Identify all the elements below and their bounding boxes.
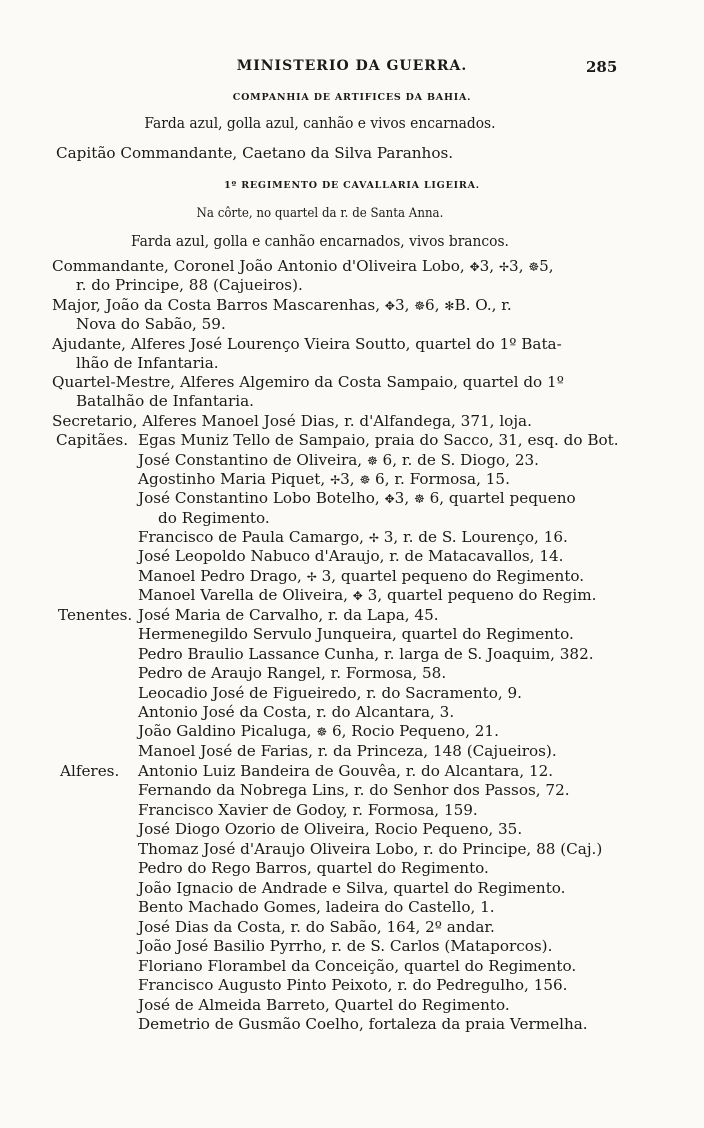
ajudante-line-2: lhão de Infantaria.: [76, 354, 219, 372]
order-mark-icon: ☸: [528, 260, 540, 274]
tenente-entry: José Maria de Carvalho, r. da Lapa, 45.: [138, 606, 439, 624]
capitao-name: José Constantino de Oliveira,: [138, 451, 363, 469]
capitao-entry: José Leopoldo Nabuco d'Araujo, r. de Matacavallos, 14.: [138, 547, 564, 565]
order-degree: 5,: [539, 257, 554, 275]
alferes-entry: Thomaz José d'Araujo Oliveira Lobo, r. do Principe, 88 (Caj.): [138, 840, 603, 858]
regimento-location: Na côrte, no quartel da r. de Santa Anna.: [196, 206, 444, 221]
capitao-entry: [138, 586, 596, 606]
major-line-2: Nova do Sabão, 59.: [76, 315, 226, 333]
alferes-entry: Bento Machado Gomes, ladeira do Castello, 1.: [138, 898, 495, 916]
alferes-entry: João José Basilio Pyrrho, r. de S. Carlos (Mataporcos).: [138, 937, 553, 955]
alferes-entry: José Diogo Ozorio de Oliveira, Rocio Pequeno, 35.: [138, 820, 523, 838]
capitao-name: José Constantino Lobo Botelho,: [138, 489, 380, 507]
secretario-line: Secretario, Alferes Manoel José Dias, r. d'Alfandega, 371, loja.: [52, 412, 532, 430]
order-degree: B. O., r.: [454, 296, 512, 314]
capitao-address: 3, quartel pequeno do Regimento.: [321, 567, 585, 585]
order-mark-icon: ✢: [330, 473, 341, 487]
alferes-entry: Francisco Xavier de Godoy, r. Formosa, 159.: [138, 801, 478, 819]
order-mark-icon: ✢: [306, 570, 317, 584]
alferes-entry: José Dias da Costa, r. do Sabão, 164, 2º andar.: [138, 918, 495, 936]
order-mark-icon: ☸: [366, 454, 378, 468]
order-degree: 3,: [394, 489, 410, 507]
order-degree: 3,: [340, 470, 355, 488]
alferes-entry: Antonio Luiz Bandeira de Gouvêa, r. do Alcantara, 12.: [138, 762, 554, 780]
capitao-name: Manoel Pedro Drago,: [138, 567, 302, 585]
order-mark-icon: ☸: [359, 473, 371, 487]
order-mark-icon: ✻: [444, 299, 455, 313]
alferes-entry: Pedro do Rego Barros, quartel do Regimento.: [138, 859, 489, 877]
order-mark-icon: ✢: [498, 260, 510, 274]
order-degree: 3,: [479, 257, 495, 275]
tenente-entry: Antonio José da Costa, r. do Alcantara, 3.: [138, 703, 455, 721]
order-degree: 6,: [425, 296, 440, 314]
tenente-entry: Pedro Braulio Lassance Cunha, r. larga de S. Joaquim, 382.: [138, 645, 594, 663]
alferes-entry: João Ignacio de Andrade e Silva, quartel do Regimento.: [138, 879, 566, 897]
capitao-entry: Egas Muniz Tello de Sampaio, praia do Sacco, 31, esq. do Bot.: [138, 431, 619, 449]
tenente-name: João Galdino Picaluga,: [138, 722, 312, 740]
capitao-entry: [138, 567, 584, 587]
capitao-address: 6, r. Formosa, 15.: [375, 470, 510, 488]
capitao-entry: [138, 489, 576, 509]
alferes-entry: Francisco Augusto Pinto Peixoto, r. do Pedregulho, 156.: [138, 976, 568, 994]
capitao-address: 6, r. de S. Diogo, 23.: [382, 451, 540, 469]
order-mark-icon: ✥: [384, 299, 395, 313]
running-header: MINISTERIO DA GUERRA.: [236, 58, 468, 74]
major-line-1: [52, 296, 512, 316]
capitaes-label: Capitães.: [56, 431, 129, 449]
tenente-entry: Pedro de Araujo Rangel, r. Formosa, 58.: [138, 664, 447, 682]
alferes-entry: Fernando da Nobrega Lins, r. do Senhor dos Passos, 72.: [138, 781, 570, 799]
commandante-line-1: [52, 257, 554, 277]
capitao-entry: [138, 451, 539, 471]
tenentes-label: Tenentes.: [58, 606, 133, 624]
alferes-entry: Demetrio de Gusmão Coelho, fortaleza da praia Vermelha.: [138, 1015, 588, 1033]
commandante-text: Commandante, Coronel João Antonio d'Oliveira Lobo,: [52, 257, 465, 275]
quartel-mestre-line-1: Quartel-Mestre, Alferes Algemiro da Costa Sampaio, quartel do 1º: [52, 373, 564, 391]
quartel-mestre-line-2: Batalhão de Infantaria.: [76, 392, 254, 410]
tenente-entry: Manoel José de Farias, r. da Princeza, 148 (Cajueiros).: [138, 742, 557, 760]
tenente-address: 6, Rocio Pequeno, 21.: [331, 722, 499, 740]
major-text: Major, João da Costa Barros Mascarenhas,: [52, 296, 381, 314]
order-mark-icon: ✥: [384, 492, 395, 506]
capitao-name: Manoel Varella de Oliveira,: [138, 586, 348, 604]
uniform-regimento: Farda azul, golla e canhão encarnados, vivos brancos.: [130, 232, 509, 250]
alferes-entry: José de Almeida Barreto, Quartel do Regimento.: [138, 996, 510, 1014]
order-mark-icon: ✥: [469, 260, 480, 274]
tenente-entry: Leocadio José de Figueiredo, r. do Sacramento, 9.: [138, 684, 523, 702]
order-degree: 3,: [394, 296, 410, 314]
order-mark-icon: ✢: [368, 531, 379, 545]
page-number: 285: [586, 58, 618, 76]
capitao-entry-cont: do Regimento.: [158, 509, 270, 527]
capitao-entry: [138, 470, 510, 490]
capitao-commandante: Capitão Commandante, Caetano da Silva Paranhos.: [56, 144, 454, 162]
order-mark-icon: ☸: [316, 725, 328, 739]
order-mark-icon: ✥: [352, 589, 363, 603]
uniform-companhia: Farda azul, golla azul, canhão e vivos encarnados.: [144, 114, 496, 132]
tenente-entry: [138, 722, 499, 742]
capitao-address: 3, quartel pequeno do Regim.: [367, 586, 597, 604]
capitao-entry: [138, 528, 568, 548]
order-degree: 3,: [509, 257, 524, 275]
order-mark-icon: ☸: [413, 492, 425, 506]
capitao-address: 3, r. de S. Lourenço, 16.: [383, 528, 568, 546]
order-mark-icon: ☸: [414, 299, 426, 313]
ajudante-line-1: Ajudante, Alferes José Lourenço Vieira Soutto, quartel do 1º Bata-: [52, 335, 562, 353]
section-heading-regimento: 1º REGIMENTO DE CAVALLARIA LIGEIRA.: [224, 180, 480, 191]
tenente-entry: Hermenegildo Servulo Junqueira, quartel do Regimento.: [138, 625, 574, 643]
alferes-entry: Floriano Florambel da Conceição, quartel do Regimento.: [138, 957, 577, 975]
section-heading-companhia: COMPANHIA DE ARTIFICES DA BAHIA.: [232, 92, 472, 103]
capitao-name: Agostinho Maria Piquet,: [138, 470, 326, 488]
capitao-address: 6, quartel pequeno: [429, 489, 576, 507]
capitao-name: Francisco de Paula Camargo,: [138, 528, 365, 546]
commandante-line-2: r. do Principe, 88 (Cajueiros).: [76, 276, 303, 294]
alferes-label: Alferes.: [60, 762, 120, 780]
